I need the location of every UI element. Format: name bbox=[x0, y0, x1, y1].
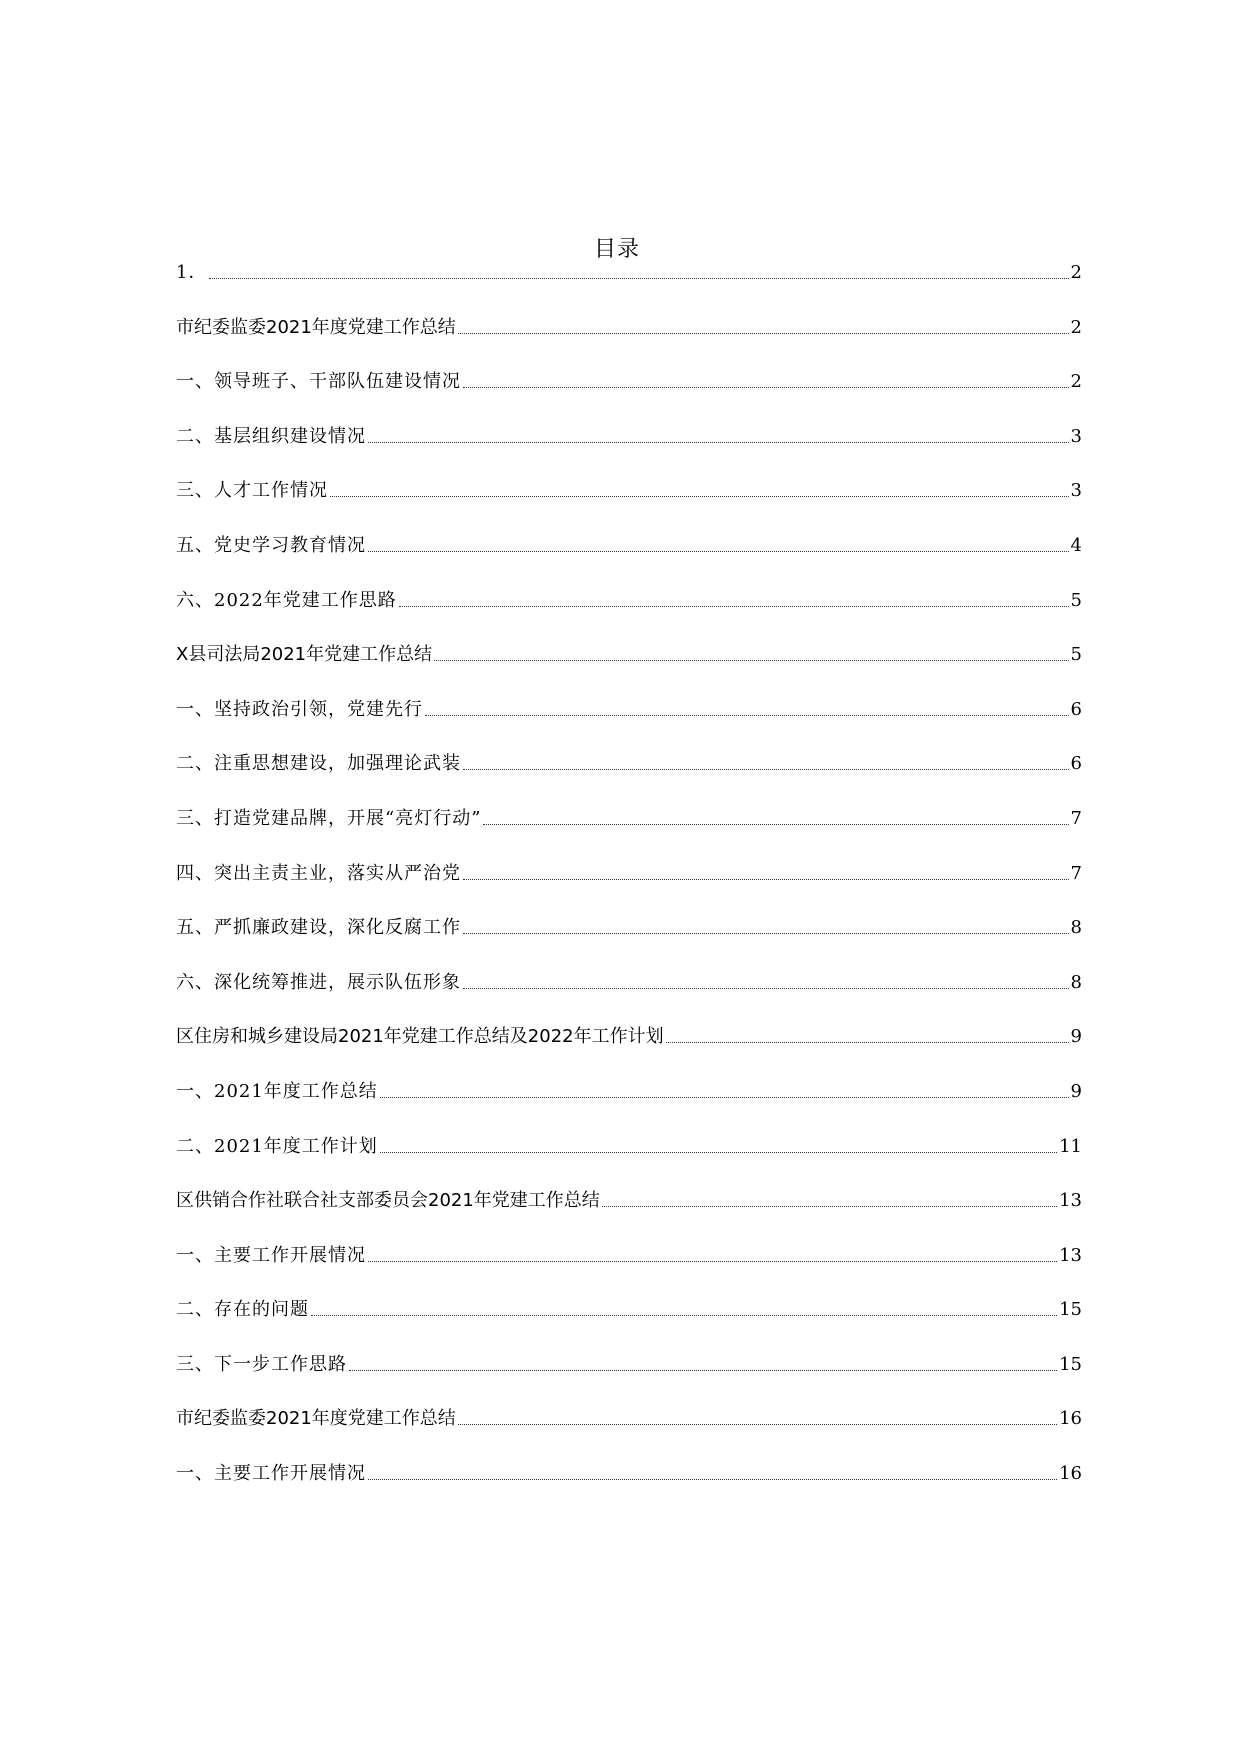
dot-leader bbox=[463, 933, 1069, 934]
toc-entry-label: 一、2021年度工作总结 bbox=[176, 1080, 378, 1102]
dot-leader bbox=[463, 988, 1069, 989]
toc-entry[interactable] bbox=[176, 557, 1082, 612]
toc-entry-label: 五、党史学习教育情况 bbox=[176, 534, 366, 556]
toc-entry[interactable] bbox=[176, 939, 1082, 994]
toc-entry-page-number: 5 bbox=[1070, 644, 1082, 666]
toc-entry[interactable] bbox=[176, 1048, 1082, 1103]
dot-leader bbox=[368, 551, 1069, 552]
toc-entry-page-number: 15 bbox=[1059, 1299, 1082, 1321]
dot-leader bbox=[368, 1261, 1057, 1262]
toc-entry-heading[interactable] bbox=[176, 284, 1082, 339]
toc-entry-label: 三、打造党建品牌，开展“亮灯行动” bbox=[176, 807, 482, 829]
toc-entry-page-number: 13 bbox=[1059, 1190, 1082, 1212]
toc-entry-label: 二、注重思想建设，加强理论武装 bbox=[176, 753, 461, 775]
toc-entry-label: 一、主要工作开展情况 bbox=[176, 1463, 366, 1485]
toc-entry-label: 二、存在的问题 bbox=[176, 1299, 309, 1321]
toc-entry[interactable] bbox=[176, 1430, 1082, 1485]
dot-leader bbox=[399, 606, 1069, 607]
toc-entry-label: 1． bbox=[176, 262, 208, 283]
toc-entry-label: 二、基层组织建设情况 bbox=[176, 425, 366, 447]
toc-entry[interactable] bbox=[176, 502, 1082, 557]
dot-leader bbox=[368, 442, 1069, 443]
toc-entry-label: 一、领导班子、干部队伍建设情况 bbox=[176, 371, 461, 393]
dot-leader bbox=[380, 1097, 1069, 1098]
toc-entry[interactable] bbox=[176, 448, 1082, 503]
dot-leader bbox=[463, 387, 1069, 388]
toc-entry[interactable] bbox=[176, 1321, 1082, 1376]
toc-entry-label: 区供销合作社联合社支部委员会2021年党建工作总结 bbox=[176, 1190, 600, 1212]
toc-entry-page-number: 3 bbox=[1070, 425, 1082, 447]
toc-entry-label: 三、下一步工作思路 bbox=[176, 1353, 347, 1375]
toc-entry-page-number: 6 bbox=[1070, 698, 1082, 720]
toc-entry-page-number: 16 bbox=[1059, 1408, 1082, 1430]
toc-entry[interactable] bbox=[176, 1267, 1082, 1322]
dot-leader bbox=[349, 1370, 1057, 1371]
dot-leader bbox=[380, 1152, 1057, 1153]
toc-entry-page-number: 8 bbox=[1070, 971, 1082, 993]
toc-entry-page-number: 8 bbox=[1070, 917, 1082, 939]
toc-entry-page-number: 16 bbox=[1059, 1463, 1082, 1485]
toc-entry-page-number: 4 bbox=[1070, 534, 1082, 556]
toc-title: 目录 bbox=[593, 237, 640, 262]
toc-entry[interactable] bbox=[176, 830, 1082, 885]
dot-leader bbox=[483, 824, 1068, 825]
toc-entry-page-number: 2 bbox=[1070, 371, 1082, 393]
toc-list bbox=[176, 262, 1082, 1485]
dot-leader bbox=[311, 1315, 1057, 1316]
toc-entry-page-number: 7 bbox=[1070, 862, 1082, 884]
toc-entry-page-number: 5 bbox=[1070, 589, 1082, 611]
toc-entry-page-number: 15 bbox=[1059, 1353, 1082, 1375]
toc-entry-label: 市纪委监委2021年度党建工作总结 bbox=[176, 316, 456, 338]
toc-entry[interactable] bbox=[176, 262, 1082, 284]
dot-leader bbox=[458, 1424, 1057, 1425]
toc-entry-label: 三、人才工作情况 bbox=[176, 480, 328, 502]
toc-entry[interactable] bbox=[176, 721, 1082, 776]
toc-entry-page-number: 7 bbox=[1070, 807, 1082, 829]
toc-entry-heading[interactable] bbox=[176, 994, 1082, 1049]
dot-leader bbox=[463, 879, 1069, 880]
toc-entry-heading[interactable] bbox=[176, 612, 1082, 667]
dot-leader bbox=[209, 278, 1068, 279]
toc-entry-label: 二、2021年度工作计划 bbox=[176, 1135, 378, 1157]
toc-entry-label: 区住房和城乡建设局2021年党建工作总结及2022年工作计划 bbox=[176, 1026, 664, 1048]
dot-leader bbox=[425, 715, 1069, 716]
toc-entry[interactable] bbox=[176, 1212, 1082, 1267]
toc-entry-label: 一、主要工作开展情况 bbox=[176, 1244, 366, 1266]
dot-leader bbox=[458, 333, 1069, 334]
toc-entry-label: 六、2022年党建工作思路 bbox=[176, 589, 397, 611]
toc-entry-label: 五、严抓廉政建设，深化反腐工作 bbox=[176, 917, 461, 939]
toc-entry[interactable] bbox=[176, 775, 1082, 830]
dot-leader bbox=[368, 1479, 1057, 1480]
toc-entry[interactable] bbox=[176, 339, 1082, 394]
dot-leader bbox=[602, 1206, 1057, 1207]
toc-entry-page-number: 2 bbox=[1070, 262, 1082, 283]
dot-leader bbox=[434, 660, 1068, 661]
toc-entry-page-number: 11 bbox=[1059, 1135, 1082, 1157]
toc-entry-label: X县司法局2021年党建工作总结 bbox=[176, 644, 433, 666]
toc-entry[interactable] bbox=[176, 885, 1082, 940]
dot-leader bbox=[330, 496, 1069, 497]
toc-entry[interactable] bbox=[176, 1103, 1082, 1158]
toc-entry-label: 四、突出主责主业，落实从严治党 bbox=[176, 862, 461, 884]
dot-leader bbox=[666, 1042, 1069, 1043]
toc-entry-label: 市纪委监委2021年度党建工作总结 bbox=[176, 1408, 456, 1430]
toc-entry-heading[interactable] bbox=[176, 1158, 1082, 1213]
toc-entry-page-number: 9 bbox=[1070, 1026, 1082, 1048]
toc-entry-page-number: 9 bbox=[1070, 1080, 1082, 1102]
toc-entry-page-number: 13 bbox=[1059, 1244, 1082, 1266]
toc-entry-label: 六、深化统筹推进，展示队伍形象 bbox=[176, 971, 461, 993]
dot-leader bbox=[463, 769, 1069, 770]
toc-entry[interactable] bbox=[176, 666, 1082, 721]
toc-entry-page-number: 2 bbox=[1070, 316, 1082, 338]
toc-entry-heading[interactable] bbox=[176, 1376, 1082, 1431]
toc-entry-label: 一、坚持政治引领，党建先行 bbox=[176, 698, 423, 720]
toc-entry[interactable] bbox=[176, 393, 1082, 448]
toc-entry-page-number: 6 bbox=[1070, 753, 1082, 775]
toc-entry-page-number: 3 bbox=[1070, 480, 1082, 502]
